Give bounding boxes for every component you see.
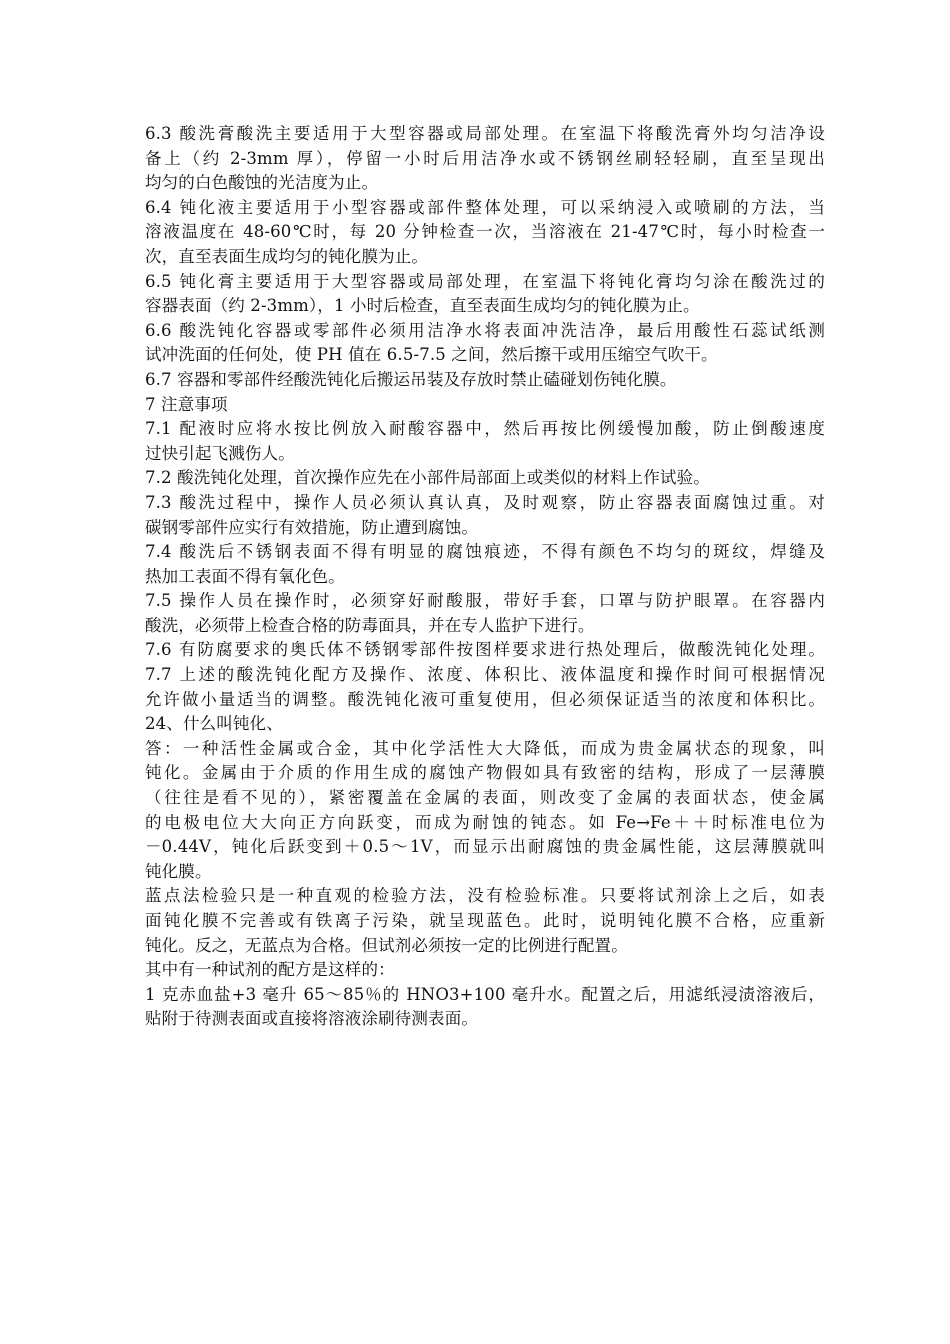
text-line: 7.2 酸洗钝化处理，首次操作应先在小部件局部面上或类似的材料上作试验。: [145, 468, 710, 488]
text-line: 蓝点法检验只是一种直观的检验方法，没有检验标准。只要将试剂涂上之后，如表: [145, 886, 825, 906]
text-line: 钝化。反之，无蓝点为合格。但试剂必须按一定的比例进行配置。: [145, 935, 628, 955]
text-line: 碳钢零部件应实行有效措施，防止遭到腐蚀。: [145, 517, 478, 537]
text-line: 酸洗，必须带上检查合格的防毒面具，并在专人监护下进行。: [145, 615, 595, 635]
text-line: 7.3 酸洗过程中，操作人员必须认真认真，及时观察，防止容器表面腐蚀过重。对: [145, 492, 825, 512]
text-line: 钝化膜。: [145, 861, 212, 881]
text-line: 贴附于待测表面或直接将溶液涂刷待测表面。: [145, 1009, 478, 1029]
text-line: 的电极电位大大向正方向跃变，而成为耐蚀的钝态。如 Fe→Fe＋＋时标准电位为: [145, 812, 825, 832]
text-line: 24、什么叫钝化、: [145, 714, 283, 734]
text-line: 6.3 酸洗膏酸洗主要适用于大型容器或局部处理。在室温下将酸洗膏外均匀洁净设: [145, 124, 825, 143]
text-line: 均匀的白色酸蚀的光洁度为止。: [145, 173, 379, 193]
document-body: [145, 122, 825, 1032]
text-line: 6.7 容器和零部件经酸洗钝化后搬运吊装及存放时禁止磕碰划伤钝化膜。: [145, 369, 677, 389]
text-line: 面钝化膜不完善或有铁离子污染，就呈现蓝色。此时，说明钝化膜不合格，应重新: [145, 911, 825, 930]
text-line: 7.4 酸洗后不锈钢表面不得有明显的腐蚀痕迹，不得有颜色不均匀的斑纹，焊缝及: [145, 542, 825, 562]
text-line: 1 克赤血盐+3 毫升 65～85％的 HNO3+100 毫升水。配置之后，用滤纸浸渍溶液后，: [145, 984, 825, 1004]
text-line: －0.44V，钝化后跃变到＋0.5～1V，而显示出耐腐蚀的贵金属性能，这层薄膜就叫: [145, 837, 825, 857]
text-line: 热加工表面不得有氧化色。: [145, 566, 345, 586]
text-line: 次，直至表面生成均匀的钝化膜为止。: [145, 246, 429, 266]
text-line: 其中有一种试剂的配方是这样的：: [145, 960, 395, 980]
text-line: 溶液温度在 48-60℃时，每 20 分钟检查一次，当溶液在 21-47℃时，每小时检查一: [145, 222, 825, 242]
text-line: 7.1 配液时应将水按比例放入耐酸容器中，然后再按比例缓慢加酸，防止倒酸速度: [145, 419, 825, 439]
text-line: 试冲洗面的任何处，使 PH 值在 6.5-7.5 之间，然后擦干或用压缩空气吹干。: [145, 345, 718, 365]
text-line: 备上（约 2-3mm 厚），停留一小时后用洁净水或不锈钢丝刷轻轻刷，直至呈现出: [145, 148, 825, 168]
text-line: （往往是看不见的），紧密覆盖在金属的表面，则改变了金属的表面状态，使金属: [145, 788, 825, 808]
text-line: 7.7 上述的酸洗钝化配方及操作、浓度、体积比、液体温度和操作时间可根据情况: [145, 665, 825, 685]
text-line: 6.4 钝化液主要适用于小型容器或部件整体处理，可以采纳浸入或喷刷的方法，当: [145, 197, 825, 217]
text-line: 7.6 有防腐要求的奥氏体不锈钢零部件按图样要求进行热处理后，做酸洗钝化处理。: [145, 640, 825, 660]
text-line: 7 注意事项: [145, 394, 228, 414]
text-line: 过快引起飞溅伤人。: [145, 443, 295, 463]
text-line: 6.5 钝化膏主要适用于大型容器或局部处理，在室温下将钝化膏均匀涂在酸洗过的: [145, 271, 825, 291]
text-line: 钝化。金属由于介质的作用生成的腐蚀产物假如具有致密的结构，形成了一层薄膜: [145, 763, 825, 783]
text-line: 允许做小量适当的调整。酸洗钝化液可重复使用，但必须保证适当的浓度和体积比。: [145, 689, 825, 709]
text-line: 7.5 操作人员在操作时，必须穿好耐酸服，带好手套，口罩与防护眼罩。在容器内: [145, 591, 825, 611]
text-line: 6.6 酸洗钝化容器或零部件必须用洁净水将表面冲洗洁净，最后用酸性石蕊试纸测: [145, 320, 825, 340]
text-line: 答：一种活性金属或合金，其中化学活性大大降低，而成为贵金属状态的现象，叫: [145, 738, 825, 758]
text-line: 容器表面（约 2-3mm），1 小时后检查，直至表面生成均匀的钝化膜为止。: [145, 296, 700, 316]
